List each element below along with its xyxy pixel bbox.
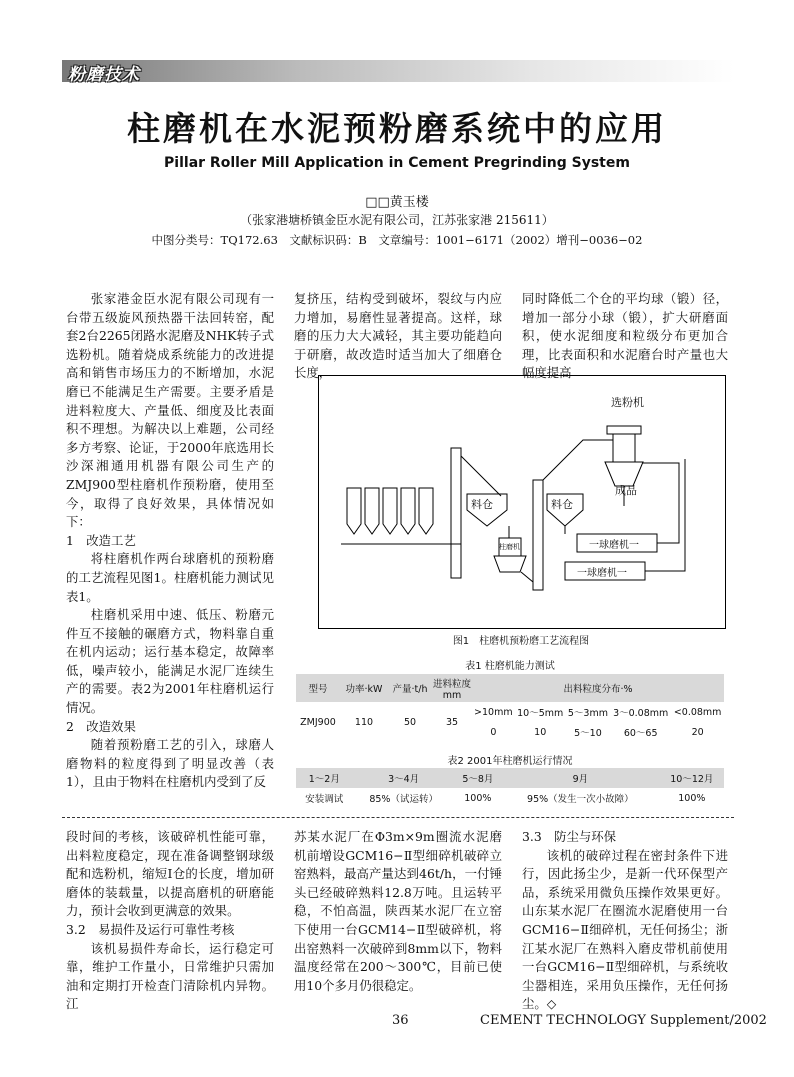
section-divider	[62, 817, 734, 818]
table-1	[296, 674, 724, 742]
bottom-column-3	[522, 828, 728, 1014]
table-2-title: 表2 2001年柱磨机运行情况	[447, 756, 573, 767]
table-cell: 20	[691, 726, 704, 738]
classification-meta: 中图分类号：TQ172.63 文献标识码：B 文章编号：1001−6171（2002）增刊−0036−02	[151, 233, 643, 247]
table-cell: 100%	[464, 792, 492, 804]
table-cell: 60～65	[623, 728, 658, 739]
table-cell: 95%（发生一次小故障）	[527, 794, 634, 805]
bin-label: 料仓	[471, 498, 493, 511]
paragraph: 苏某水泥厂在Φ3m×9m圈流水泥磨机前增设GCM16−Ⅱ型细碎机破碎立窑熟料，最高产量达到46t/h，一付锤头已经破碎熟料12.8万吨。且运转平稳，不怕高温，陕西某水泥厂在立窑下使用一台GCM14−Ⅱ型破碎机，将出窑熟料一次破碎到8mm以下，物料温度经常在200～300℃，目前已使用10个多月仍很稳定。	[294, 829, 502, 993]
table-cell: 5～10	[574, 728, 602, 739]
table-subheader: 10～5mm	[517, 708, 564, 719]
table-cell: 0	[490, 726, 497, 738]
section-label: 粉磨技术	[68, 65, 140, 85]
bucket-elevator	[533, 480, 543, 590]
table-header: 5～8月	[455, 768, 501, 788]
title-chinese: 柱磨机在水泥预粉磨系统中的应用	[127, 109, 667, 148]
paragraph: 张家港金臣水泥有限公司现有一台带五级旋风预热器干法回转窑，配套2台2265闭路水泥磨及NHK转子式选粉机。随着烧成系统能力的改进提高和销售市场压力的不断增加，水泥磨已不能满足生产需要。主要矛盾是进料粒度大、产量低、细度及比表面积不理想。为解决以上难题，公司经多方考察、论证，于2000年底选用长沙深湘通用机器有限公司生产的ZMJ900型柱磨机作预粉磨，使用至今，取得了良好效果，具体情况如下：	[66, 291, 274, 530]
column-3-top	[522, 290, 728, 383]
figure-caption: 图1 柱磨机预粉磨工艺流程图	[452, 636, 590, 647]
paragraph: 复挤压，结构受到破坏，裂纹与内应力增加，易磨性显著提高。这样，球磨的压力大大减轻，其主要功能趋向于研磨，故改造时适当加大了细磨仓长度，	[294, 291, 502, 381]
paragraph: 段时间的考核，该破碎机性能可靠，出料粒度稳定，现在准备调整钢球级配和选粉机，缩短Ⅰ仓的长度，增加研磨体的装载量，以提高磨机的研磨能力，预计会收到更满意的效果。	[66, 829, 274, 919]
column-2-top	[294, 290, 502, 383]
table-cell: 85%（试运转）	[369, 794, 438, 805]
separator-label: 选粉机	[611, 396, 644, 409]
paragraph: 随着预粉磨工艺的引入，球磨人磨物料的粒度得到了明显改善（表1），且由于物料在柱磨机内受到了反	[66, 737, 274, 790]
paragraph: 柱磨机采用中速、低压、粉磨元件互不接触的碾磨方式，物料靠自重在机内运动；运行基本稳定，故障率低，噪声较小，能满足水泥厂连续生产的需要。表2为2001年柱磨机运行情况。	[66, 607, 274, 716]
process-flow-figure	[318, 375, 726, 629]
table-header: 型号	[296, 674, 340, 702]
flow-diagram	[319, 376, 725, 628]
pillar-mill-label: 柱磨机	[499, 543, 520, 551]
paragraph: 该机的破碎过程在密封条件下进行，因此扬尘少，是新一代环保型产品，系统采用微负压操作效果更好。山东某水泥厂在圈流水泥磨使用一台GCM16−Ⅱ细碎机，无任何扬尘；浙江某水泥厂在熟料入磨皮带机前使用一台GCM16−Ⅱ型细碎机，与系统收尘器相连，采用负压操作，无任何扬尘。◇	[522, 847, 728, 1012]
ball-mill-label: 一球磨机一	[577, 568, 627, 579]
table-cell: 10	[534, 726, 547, 738]
table-header: 功率·kW	[340, 674, 388, 702]
table-subheader: >10mm	[474, 706, 513, 718]
table-header: 出料粒度分布·%	[472, 674, 724, 702]
section-heading: 1 改造工艺	[66, 532, 136, 548]
bin-label: 料仓	[551, 498, 573, 511]
table-cell: 110	[354, 716, 374, 728]
table-subheader: 5～3mm	[567, 708, 608, 719]
table-header: 产量·t/h	[388, 674, 432, 702]
paragraph: 将柱磨机作两台球磨机的预粉磨的工艺流程见图1。柱磨机能力测试见表1。	[66, 551, 274, 604]
header-bar	[62, 60, 734, 82]
table-cell: ZMJ900	[300, 716, 336, 728]
table-cell: 35	[445, 716, 459, 728]
title-english: Pillar Roller Mill Application in Cement Pregrinding System	[164, 155, 630, 171]
product-label: 成品	[615, 484, 637, 497]
table-header: 进料粒度 mm	[432, 674, 472, 702]
table-subheader: <0.08mm	[673, 706, 722, 718]
affiliation: （张家港塘桥镇金臣水泥有限公司，江苏张家港 215611）	[240, 213, 554, 227]
author: □□黄玉楼	[365, 195, 429, 210]
table-header: 1～2月	[296, 768, 353, 788]
table-cell: 100%	[678, 792, 706, 804]
table-header: 3～4月	[353, 768, 455, 788]
table-1-title: 表1 柱磨机能力测试	[465, 661, 555, 672]
separator	[613, 434, 635, 462]
ball-mill-label: 一球磨机一	[589, 540, 639, 551]
table-cell: 50	[403, 716, 417, 728]
page-number: 36	[392, 1013, 409, 1028]
table-header: 9月	[501, 768, 660, 788]
column-1	[66, 290, 274, 792]
bottom-column-2	[294, 828, 502, 995]
paragraph: 该机易损件寿命长，运行稳定可靠，维护工作量小，日常维护只需加油和定期打开检查门清除机内异物。江	[66, 940, 274, 1012]
section-heading: 3.3 防尘与环保	[522, 829, 617, 844]
feed-hoppers	[347, 488, 433, 534]
table-subheader: 3～0.08mm	[613, 708, 669, 719]
bottom-column-1	[66, 828, 274, 1014]
journal-name: CEMENT TECHNOLOGY Supplement/2002	[480, 1013, 767, 1028]
table-header: 10～12月	[660, 768, 724, 788]
section-heading: 3.2 易损件及运行可靠性考核	[66, 921, 235, 937]
section-heading: 2 改造效果	[66, 718, 136, 734]
table-cell: 安装调试	[305, 794, 344, 805]
paragraph: 同时降低二个仓的平均球（锻）径，增加一部分小球（锻），扩大研磨面积，使水泥细度和粒级分布更加合理，比表面积和水泥磨台时产量也大幅度提高	[522, 291, 728, 381]
table-2	[296, 768, 724, 808]
bucket-elevator	[451, 448, 461, 578]
